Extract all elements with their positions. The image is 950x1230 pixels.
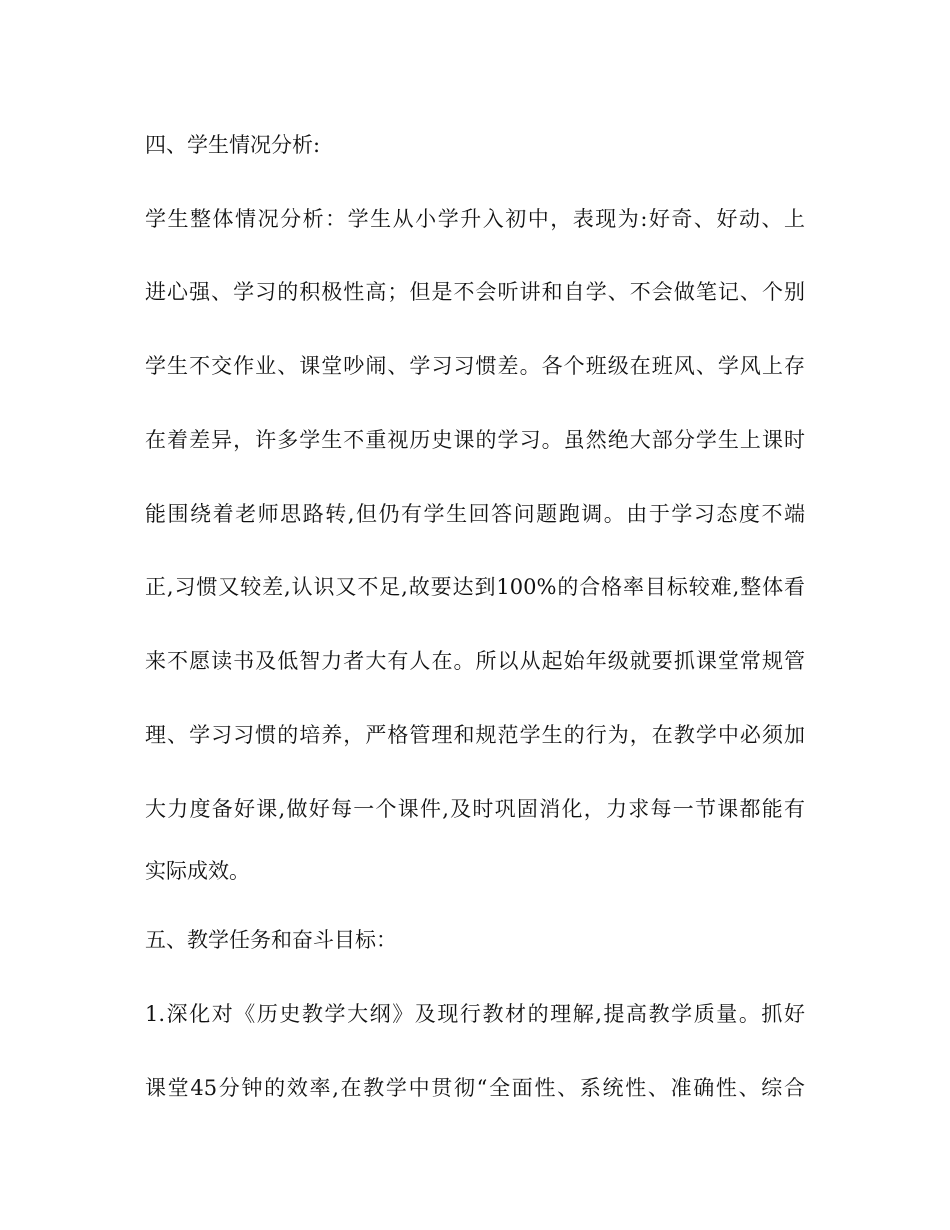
paragraph-line: 正,习惯又较差,认识又不足,故要达到100%的合格率目标较难,整体看 xyxy=(145,575,805,599)
paragraph-line: 能围绕着老师思路转,但仍有学生回答问题跑调。由于学习态度不端 xyxy=(145,502,805,526)
paragraph-line: 在着差异，许多学生不重视历史课的学习。虽然绝大部分学生上课时 xyxy=(145,428,805,452)
list-item-line: 1.深化对《历史教学大纲》及现行教材的理解,提高教学质量。抓好 xyxy=(145,1002,805,1026)
paragraph-line-last: 实际成效。 xyxy=(145,859,250,883)
paragraph-line: 进心强、学习的积极性高；但是不会听讲和自学、不会做笔记、个别 xyxy=(145,280,805,304)
list-item-line: 课堂45分钟的效率,在教学中贯彻“全面性、系统性、准确性、综合 xyxy=(145,1076,805,1100)
paragraph-line: 大力度备好课,做好每一个课件,及时巩固消化，力求每一节课都能有 xyxy=(145,797,805,821)
paragraph-line: 学生不交作业、课堂吵闹、学习习惯差。各个班级在班风、学风上存 xyxy=(145,354,805,378)
section-heading-teaching-goals: 五、教学任务和奋斗目标： xyxy=(145,928,397,952)
paragraph-line: 来不愿读书及低智力者大有人在。所以从起始年级就要抓课堂常规管 xyxy=(145,649,805,673)
paragraph-line: 理、学习习惯的培养，严格管理和规范学生的行为，在教学中必须加 xyxy=(145,723,805,747)
section-heading-student-analysis: 四、学生情况分析: xyxy=(145,133,321,157)
paragraph-line: 学生整体情况分析：学生从小学升入初中，表现为:好奇、好动、上 xyxy=(145,207,805,231)
